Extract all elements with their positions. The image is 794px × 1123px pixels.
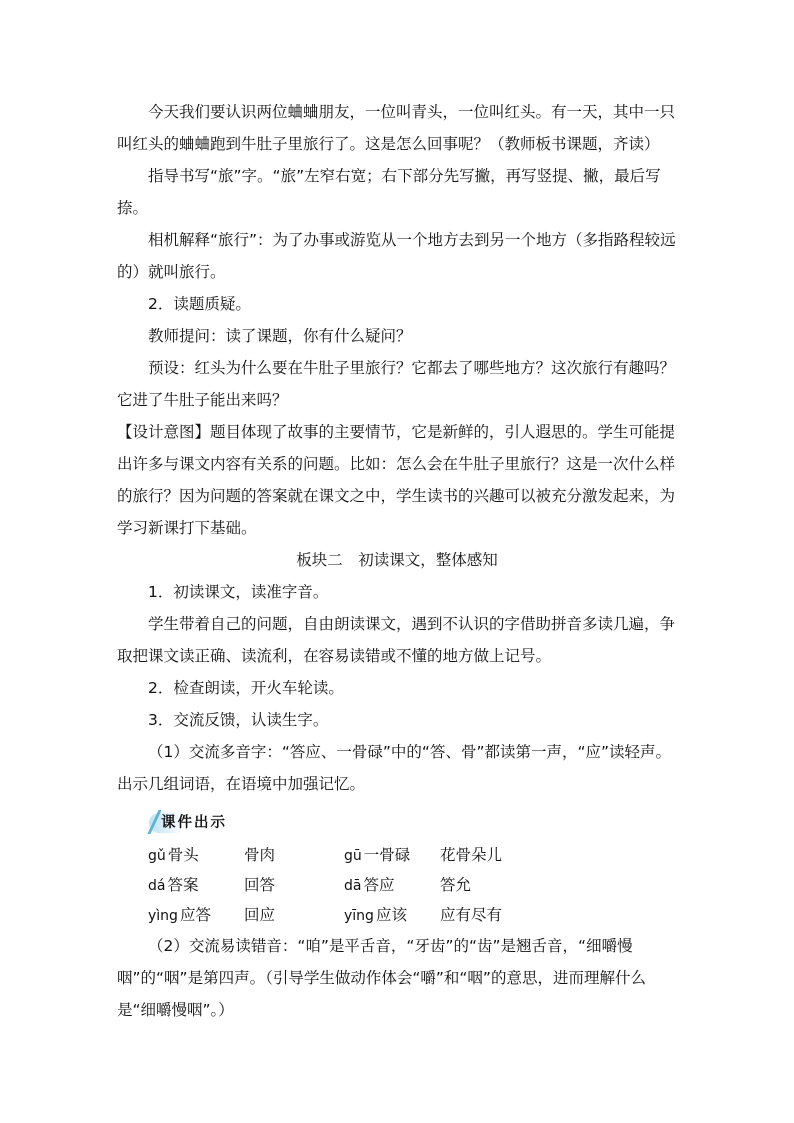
vocab-cell: 应有尽有 xyxy=(440,906,503,924)
pinyin: dá xyxy=(148,878,166,894)
paragraph-step-2: 2．读题质疑。 xyxy=(148,295,251,313)
word: 答案 xyxy=(167,876,199,894)
paragraph-step-2-check: 2．检查朗读，开火车轮读。 xyxy=(148,679,344,697)
vocab-cell xyxy=(344,900,440,930)
courseware-header xyxy=(117,806,677,840)
word: 骨头 xyxy=(167,846,199,864)
vocab-cell xyxy=(148,870,244,900)
pinyin: gǔ xyxy=(148,848,166,864)
courseware-label: 课件出示 xyxy=(161,815,227,831)
paragraph-step-3: 3．交流反馈，认读生字。 xyxy=(148,711,329,729)
pinyin: yīng xyxy=(344,908,374,924)
word: 应答 xyxy=(179,906,211,924)
word: 应该 xyxy=(375,906,407,924)
vocab-cell: 花骨朵儿 xyxy=(440,846,503,864)
paragraph-travel-definition: 相机解释“旅行”：为了办事或游览从一个地方去到另一个地方（多指路程较远的）就叫旅行。 xyxy=(117,231,676,281)
pinyin: gū xyxy=(344,848,362,864)
vocab-table xyxy=(117,840,677,930)
paragraph-teacher-question: 教师提问：读了课题，你有什么疑问？ xyxy=(148,327,412,345)
paragraph-writing-guide: 指导书写“旅”字。“旅”左窄右宽；右下部分先写撇，再写竖提、撇，最后写捺。 xyxy=(117,167,661,217)
vocab-cell xyxy=(344,870,440,900)
paragraph-mispronounced: （2）交流易读错音：“咱”是平舌音，“牙齿”的“齿”是翘舌音，“细嚼慢咽”的“咽”是第四声。（引导学生做动作体会“嚼”和“咽”的意思，进而理解什么是“细嚼慢咽”。） xyxy=(117,937,646,1019)
paragraph-free-reading: 学生带着自己的问题，自由朗读课文，遇到不认识的字借助拼音多读几遍，争取把课文读正确、读流利，在容易读错或不懂的地方做上记号。 xyxy=(117,615,676,665)
word: 答应 xyxy=(363,876,395,894)
paragraph-step-1: 1．初读课文，读准字音。 xyxy=(148,583,329,601)
word: 一骨碌 xyxy=(363,846,411,864)
paragraph-polyphonic: （1）交流多音字：“答应、一骨碌”中的“答、骨”都读第一声，“应”读轻声。出示几组词语，在语境中加强记忆。 xyxy=(117,743,672,793)
section-title: 板块二 初读课文，整体感知 xyxy=(296,551,498,569)
page-content xyxy=(117,96,677,1026)
paragraph-design-intent: 【设计意图】题目体现了故事的主要情节，它是新鲜的，引人遐思的。学生可能提出许多与课文内容有关系的问题。比如：怎么会在牛肚子里旅行？这是一次什么样的旅行？因为问题的答案就在课文之中，学生读书的兴趣可以被充分激发起来，为学习新课打下基础。 xyxy=(117,423,676,537)
vocab-cell: 回答 xyxy=(244,876,276,894)
vocab-cell xyxy=(148,900,244,930)
paragraph-intro: 今天我们要认识两位蛐蛐朋友，一位叫青头，一位叫红头。有一天，其中一只叫红头的蛐蛐跑到牛肚子里旅行了。这是怎么回事呢？（教师板书课题，齐读） xyxy=(117,103,676,153)
vocab-cell: 骨肉 xyxy=(244,846,276,864)
paragraph-preset: 预设：红头为什么要在牛肚子里旅行？它都去了哪些地方？这次旅行有趣吗？它进了牛肚子能出来吗？ xyxy=(117,359,676,409)
pinyin: yìng xyxy=(148,908,178,924)
vocab-cell: 答允 xyxy=(440,876,472,894)
vocab-cell: 回应 xyxy=(244,906,276,924)
vocab-cell xyxy=(344,840,440,870)
vocab-cell xyxy=(148,840,244,870)
pinyin: dā xyxy=(344,878,362,894)
